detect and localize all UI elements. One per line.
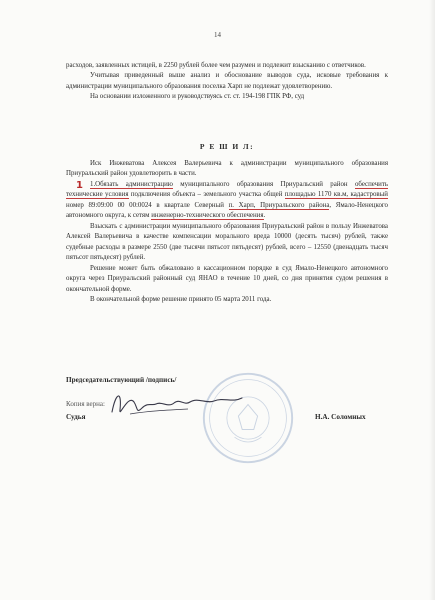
judge-label: Судья bbox=[66, 413, 86, 421]
underlined-location: п. Харп, Приуральского района bbox=[228, 201, 330, 209]
paragraph-final-form: В окончательной форме решение принято 05 марта 2011 года. bbox=[90, 296, 272, 304]
paragraph-claim: Иск Инжеватова Алексея Валерьевича к администрации муниципального образования Приуральский район удовлетворить в части. bbox=[66, 160, 388, 178]
paragraph-compensation: Взыскать с администрации муниципального образования Приуральский район в пользу Инжеватова Алексей Валерьевича в качестве компенсации морального вреда 10000 (десять тысяч) рублей, также судебные расходы в размере 2550 (две тысячи пятьсот пятьдесят) рублей, всего – 12550 (двенадцать тысяч пятьсот пятьдесят) рублей. bbox=[66, 222, 388, 262]
paragraph-expenses: расходов, заявленных истицей, в 2250 рублей более чем разумен и подлежит взысканию с ответчиков. bbox=[66, 62, 366, 69]
handwritten-mark: 1 bbox=[76, 180, 83, 191]
paragraph-obligation: 1.Обязать администрацию муниципального образования Приуральский район обеспечить технические условия подключения объекта – земельного участка общей площадью 1170 кв.м, кадастровый номер 89:09:00 00 00:0024 в квартале Северный п. Харп, Приуральского района, Ямало-Ненецкого автономного округа, к сетям инженерно-технического обеспечения. bbox=[66, 180, 388, 220]
judge-name: Н.А. Соломных bbox=[315, 413, 366, 421]
text-block-decision bbox=[66, 159, 388, 306]
decision-heading-block bbox=[66, 141, 388, 152]
paragraph-analysis: Учитывая приведенный выше анализ и обоснование выводов суда, исковые требования к администрации муниципального образования поселка Харп не подлежат удовлетворению. bbox=[66, 72, 388, 90]
paragraph-basis: На основании изложенного и руководствуясь ст. ст. 194-198 ГПК РФ, суд bbox=[90, 93, 305, 101]
page-edge-shadow bbox=[429, 0, 435, 600]
underlined-obligate: 1.Обязать администрацию bbox=[90, 180, 173, 188]
decision-heading: Р Е Ш И Л: bbox=[199, 142, 255, 151]
page-number: 14 bbox=[214, 31, 221, 39]
chair-signature-label: Председательствующий /подпись/ bbox=[66, 376, 177, 384]
underlined-tech-conditions: обеспечить технические условия bbox=[66, 180, 388, 199]
paragraph-appeal: Решение может быть обжаловано в кассационном порядке в суд Ямало-Ненецкого автономного округа через Приуральский районный суд ЯНАО в течение 10 дней, со дня принятия судом решения в окончательной форме. bbox=[66, 264, 388, 293]
underlined-area: площадью 1170 кв.м, кадастровый bbox=[284, 191, 388, 199]
underlined-engineering: инженерно-технического обеспечения bbox=[151, 212, 264, 220]
copy-verified-label: Копия верна: bbox=[66, 400, 105, 408]
text-block-top bbox=[66, 61, 388, 103]
judge-signature bbox=[108, 384, 248, 424]
